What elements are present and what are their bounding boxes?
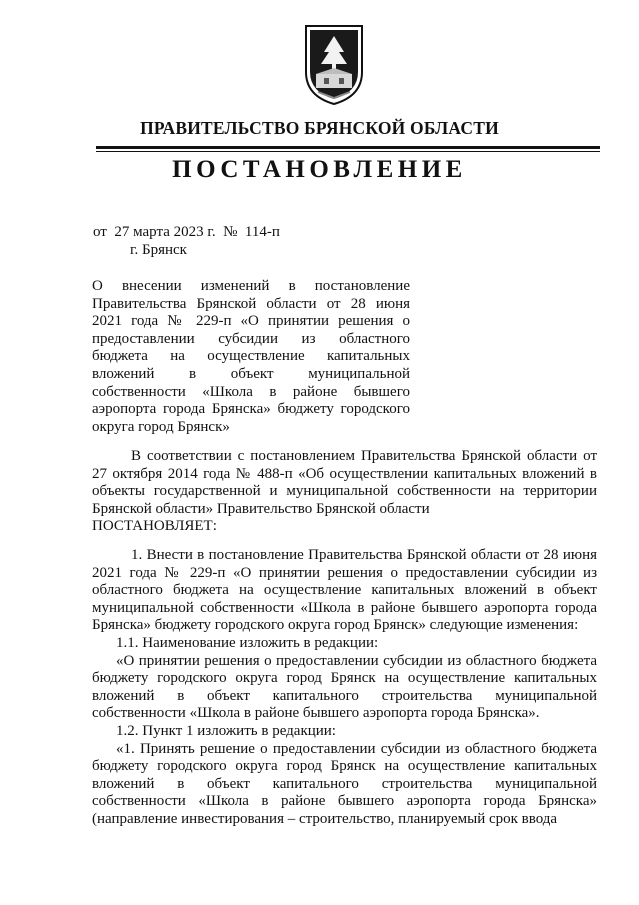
resolution-items [92, 547, 597, 829]
government-name: ПРАВИТЕЛЬСТВО БРЯНСКОЙ ОБЛАСТИ [140, 118, 499, 138]
document-type-title: ПОСТАНОВЛЕНИЕ [172, 156, 467, 183]
resolves-heading: ПОСТАНОВЛЯЕТ: [92, 518, 217, 535]
date-number-line: от 27 марта 2023 г. № 114-п [93, 224, 280, 240]
city-line: г. Брянск [130, 242, 187, 258]
header-rule-thin [96, 151, 600, 152]
preamble-block [92, 448, 597, 536]
document-subject: О внесении изменений в постановление Правительства Брянской области от 28 июня 2021 года № 229-п «О принятии решения о предоставлении субсидии из областного бюджета на осуществление капитальных вложений в объект муниципальной собственности «Школа в районе бывшего аэропорта города Брянска» бюджету городского округа город Брянск» [92, 278, 410, 435]
item-1-2-heading: 1.2. Пункт 1 изложить в редакции: [116, 722, 336, 739]
item-1-1-heading: 1.1. Наименование изложить в редакции: [116, 634, 379, 651]
coat-of-arms-emblem [302, 22, 366, 106]
item-1-2-text: «1. Принять решение о предоставлении субсидии из областного бюджета бюджету городского округа город Брянск на осуществление капитальных вложений в объект капитального строительства муниципальной собственности «Школа в районе бывшего аэропорта города Брянска» (направление инвестирования – строительство, планируемый срок ввода [92, 740, 597, 827]
header-rule-thick [96, 146, 600, 149]
preamble-paragraph: В соответствии с постановлением Правительства Брянской области от 27 октября 2014 года № 488-п «Об осуществлении капитальных вложений в объекты государственной и муниципальной собственности на территории Брянской области» Правительство Брянской области [92, 448, 597, 517]
item-1-1-text: «О принятии решения о предоставлении субсидии из областного бюджета бюджету городского округа город Брянск на осуществление капитальных вложений в объект капитального строительства муниципальной собственности «Школа в районе бывшего аэропорта города Брянска». [92, 652, 597, 722]
item-1-paragraph: 1. Внести в постановление Правительства Брянской области от 28 июня 2021 года № 229-п «О принятии решения о предоставлении субсидии из областного бюджета на осуществление капитальных вложений в объект муниципальной собственности «Школа в районе бывшего аэропорта города Брянска» бюджету городского округа город Брянск» следующие изменения: [92, 547, 597, 634]
